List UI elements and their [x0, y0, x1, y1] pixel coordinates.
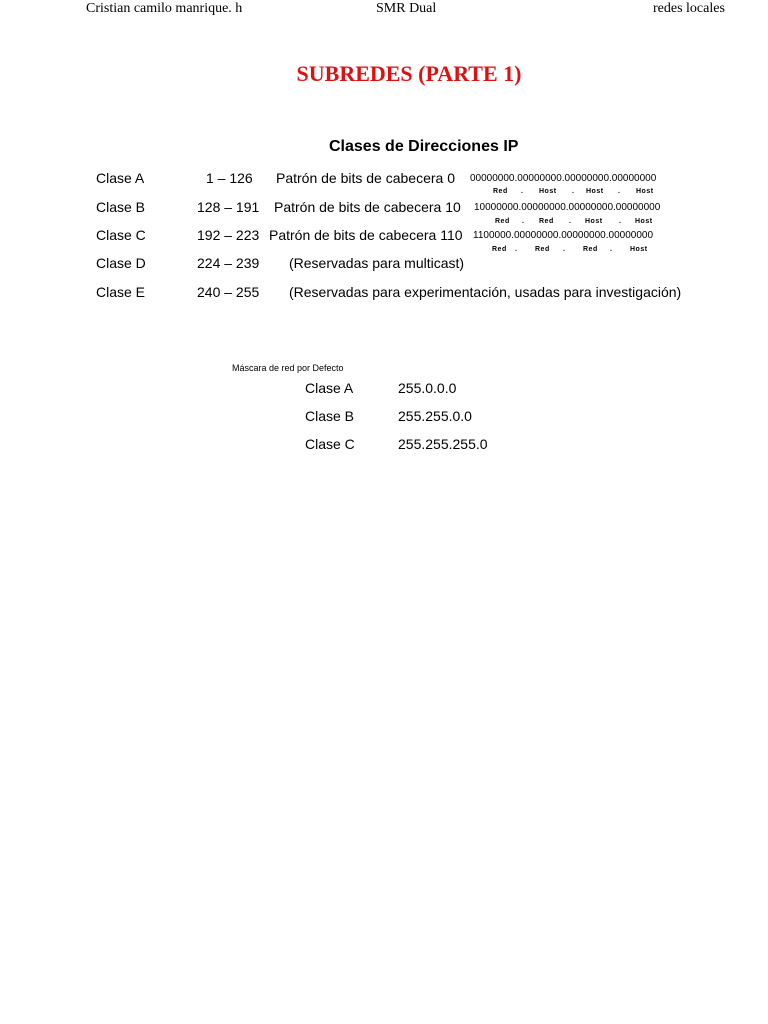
bit-label: Red: [493, 188, 508, 195]
bit-label: .: [618, 188, 621, 195]
header-subject: redes locales: [653, 1, 725, 16]
bit-label: Red: [492, 246, 507, 253]
bit-label: .: [619, 218, 622, 225]
class-range: 1 – 126: [206, 170, 253, 186]
mask-class: Clase B: [305, 408, 355, 424]
mask-heading: Máscara de red por Defecto: [232, 363, 344, 373]
bit-label: .: [572, 188, 575, 195]
bit-label: Host: [635, 218, 653, 225]
mask-value: 255.255.255.0: [398, 436, 488, 452]
class-range: 240 – 255: [197, 284, 260, 300]
bit-label: Host: [539, 188, 557, 195]
class-name: Clase C: [96, 227, 146, 243]
class-bits: 00000000.00000000.00000000.00000000: [470, 173, 657, 184]
class-description: Patrón de bits de cabecera 10: [274, 199, 461, 215]
bit-label: .: [610, 246, 613, 253]
bit-label: .: [521, 188, 524, 195]
header-course: SMR Dual: [376, 1, 437, 16]
class-name: Clase E: [96, 284, 146, 300]
class-bits: 10000000.00000000.00000000.00000000: [474, 202, 661, 213]
bit-label: Host: [585, 218, 603, 225]
bit-label: .: [563, 246, 566, 253]
class-description: Patrón de bits de cabecera 0: [276, 170, 456, 186]
bit-label: Red: [535, 246, 550, 253]
page-title: SUBREDES (PARTE 1): [296, 61, 522, 86]
bit-label: Red: [495, 218, 510, 225]
bit-label: .: [515, 246, 518, 253]
bit-label: .: [569, 218, 572, 225]
class-description: (Reservadas para multicast): [289, 255, 465, 271]
class-description: (Reservadas para experimentación, usadas para investigación): [289, 284, 682, 300]
class-range: 192 – 223: [197, 227, 260, 243]
class-range: 224 – 239: [197, 255, 260, 271]
bit-label: Host: [630, 246, 648, 253]
mask-value: 255.255.0.0: [398, 408, 472, 424]
mask-value: 255.0.0.0: [398, 380, 457, 396]
class-name: Clase B: [96, 199, 146, 215]
bit-label: .: [522, 218, 525, 225]
bit-label: Red: [539, 218, 554, 225]
class-range: 128 – 191: [197, 199, 260, 215]
mask-class: Clase A: [305, 380, 354, 396]
bit-label: Host: [636, 188, 654, 195]
class-name: Clase A: [96, 170, 145, 186]
class-bits: 1100000.00000000.00000000.00000000: [473, 230, 653, 241]
class-name: Clase D: [96, 255, 146, 271]
bit-label: Red: [583, 246, 598, 253]
mask-class: Clase C: [305, 436, 355, 452]
class-description: Patrón de bits de cabecera 110: [269, 227, 463, 243]
section-title: Clases de Direcciones IP: [329, 138, 519, 155]
bit-label: Host: [586, 188, 604, 195]
header-author: Cristian camilo manrique. h: [86, 1, 243, 16]
